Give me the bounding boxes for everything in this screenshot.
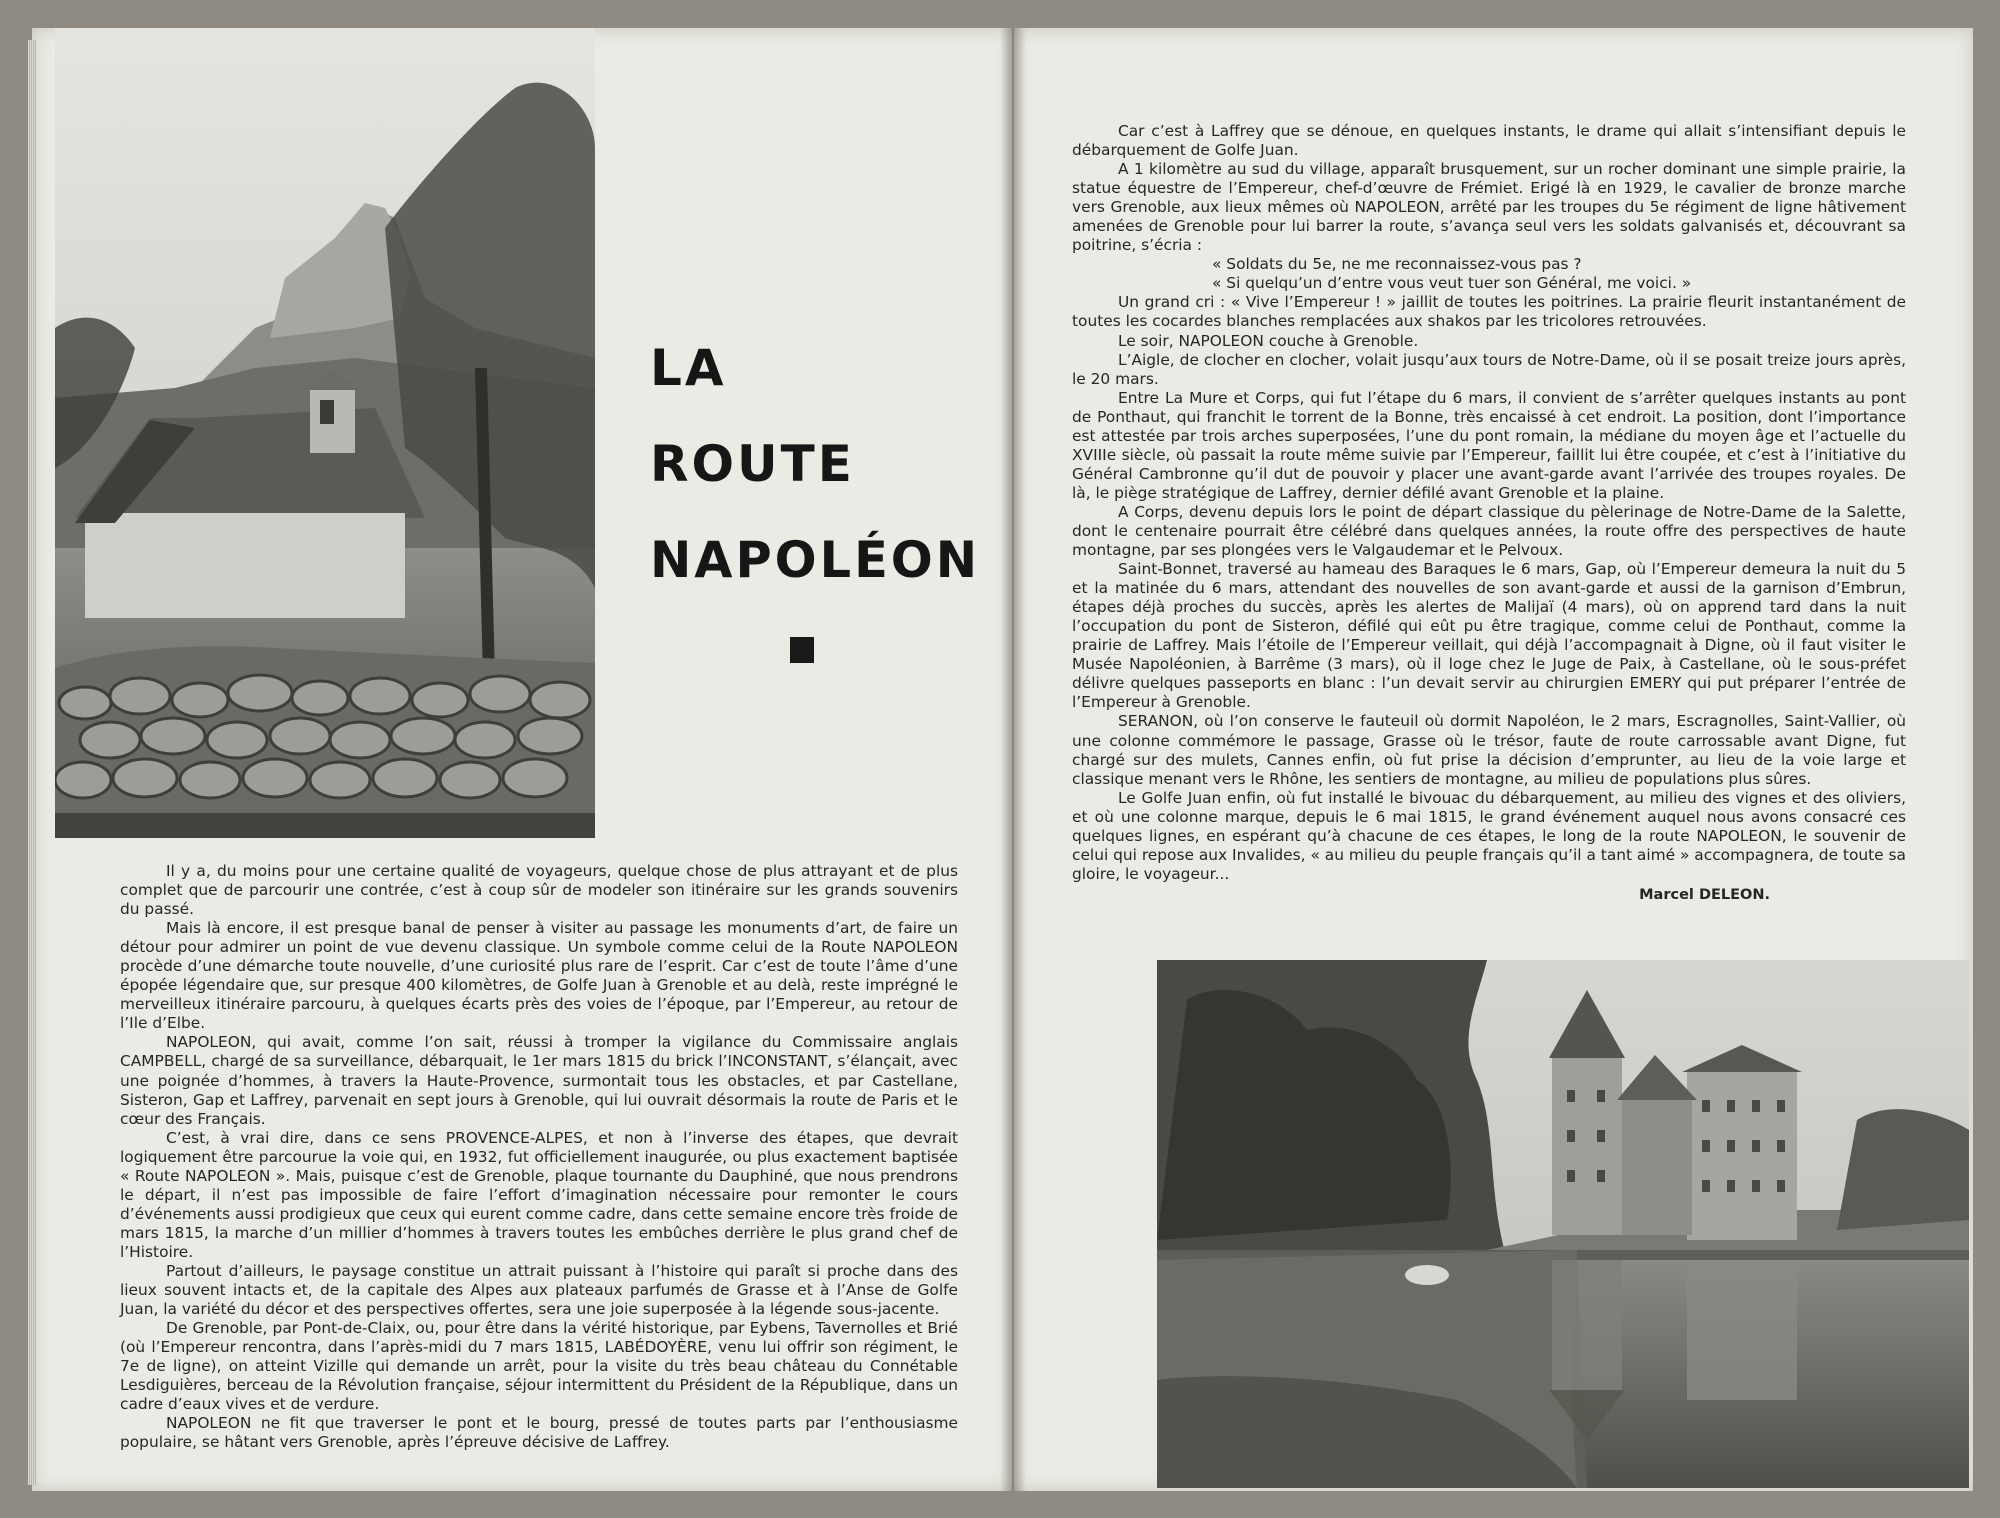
right-page-text: [1072, 122, 1906, 905]
paragraph: Mais là encore, il est presque banal de penser à visiter au passage les monuments d’art, de faire un détour pour admirer un point de vue devenu classique. Un symbole comme celui de la Route NAPOLEON procède d’une démarche toute nouvelle, d’une curiosité plus rare de l’esprit. Car c’est de toute l’âme d’une épopée légendaire que, sur presque 400 kilomètres, de Golfe Juan à Grenoble et au delà, reste imprégné le merveilleux itinéraire parcouru, à quelques écarts près des voies de l’époque, par l’Empereur, au retour de l’Ile d’Elbe.: [120, 919, 958, 1033]
title-line-2: ROUTE: [650, 435, 855, 493]
paragraph: NAPOLEON ne fit que traverser le pont et le bourg, pressé de toutes parts par l’enthousiasme populaire, se hâtant vers Grenoble, après l’épreuve décisive de Laffrey.: [120, 1414, 958, 1452]
decorative-square: [790, 637, 814, 663]
paragraph: NAPOLEON, qui avait, comme l’on sait, réussi à tromper la vigilance du Commissaire anglais CAMPBELL, chargé de sa surveillance, débarquait, le 1er mars 1815 du brick l’INCONSTANT, s’élançait, avec une poignée d’hommes, à travers la Haute-Provence, surmontait tous les obstacles, et par Castellane, Sisteron, Gap et Laffrey, parvenait en sept jours à Grenoble, qui lui ouvrait désormais la route de Paris et le cœur des Français.: [120, 1033, 958, 1128]
paragraph: Partout d’ailleurs, le paysage constitue un attrait puissant à l’histoire qui paraît si proche dans des lieux souvent intacts et, de la capitale des Alpes aux plateaux parfumés de Grasse et à l’Anse de Golfe Juan, la variété du décor et des perspectives offertes, sera une joie superposée à la légende sous-jacente.: [120, 1261, 958, 1319]
paragraph: Il y a, du moins pour une certaine qualité de voyageurs, quelque chose de plus attrayant et de plus complet que de parcourir une contrée, c’est à coup sûr de modeler son itinéraire sur les grands souvenirs du passé.: [120, 862, 958, 919]
center-fold: [1000, 28, 1026, 1491]
chapel-and-mountain-photo: [55, 28, 595, 838]
paragraph: SERANON, où l’on conserve le fauteuil où dormit Napoléon, le 2 mars, Escragnolles, Saint-Vallier, où une colonne commémore le passage, Grasse où le trésor, faute de route carrossable avant Digne, fut chargé sur des mulets, Cannes enfin, où fut prise la décision d’emprunter, au lieu de la voie large et classique menant vers le Rhône, les sentiers de montagne, au milieu de populations plus sûres.: [1072, 712, 1906, 788]
paragraph: Le Golfe Juan enfin, où fut installé le bivouac du débarquement, au milieu des vignes et des oliviers, et où une colonne marque, depuis le 6 mai 1815, le grand événement auquel nous avons consacré ces quelques lignes, en espérant qu’à chacune de ces étapes, le long de la route NAPOLEON, le souvenir de celui qui repose aux Invalides, « au milieu du peuple français qu’il a tant aimé » accompagnera, de toute sa gloire, le voyageur...: [1072, 788, 1906, 883]
paragraph: Car c’est à Laffrey que se dénoue, en quelques instants, le drame qui allait s’intensifiant depuis le débarquement de Golfe Juan.: [1072, 122, 1906, 160]
chateau-de-vizille-photo: [1157, 960, 1969, 1488]
author-signature: Marcel DELEON.: [1639, 886, 1770, 903]
paragraph: L’Aigle, de clocher en clocher, volait jusqu’aux tours de Notre-Dame, où il se posait treize jours après, le 20 mars.: [1072, 350, 1906, 388]
paragraph: A 1 kilomètre au sud du village, apparaît brusquement, sur un rocher dominant une simple prairie, la statue équestre de l’Empereur, chef-d’œuvre de Frémiet. Erigé là en 1929, le cavalier de bronze marche vers Grenoble, aux lieux mêmes où NAPOLEON, arrêté par les troupes du 5e régiment de ligne hâtivement amenées de Grenoble pour lui barrer la route, s’avança seul vers les soldats galvanisés et, découvrant sa poitrine, s’écria :: [1072, 160, 1906, 255]
paragraph: C’est, à vrai dire, dans ce sens PROVENCE-ALPES, et non à l’inverse des étapes, que devrait logiquement être parcourue la voie qui, en 1932, fut officiellement inaugurée, ou plus exactement baptisée « Route NAPOLEON ». Mais, puisque c’est de Grenoble, plaque tournante du Dauphiné, que nous prendrons le départ, il n’est pas impossible de faire l’effort d’imagination nécessaire pour remonter le cours d’événements aussi prodigieux que ceux qui eurent comme cadre, dans cette semaine encore très froide de mars 1815, la marche d’un millier d’hommes à travers toutes les embûches derrière le plus grand chef de l’Histoire.: [120, 1128, 958, 1261]
paragraph: Le soir, NAPOLEON couche à Grenoble.: [1118, 331, 1419, 350]
paragraph: De Grenoble, par Pont-de-Claix, ou, pour être dans la vérité historique, par Eybens, Tavernolles et Brié (où l’Empereur rencontra, dans l’après-midi du 7 mars 1815, LABÉDOYÈRE, venu lui offrir son régiment, le 7e de ligne), on atteint Vizille qui demande un arrêt, pour la visite du très beau château du Connétable Lesdiguières, berceau de la Révolution française, séjour intermittent du Président de la République, dans un cadre d’eaux vives et de verdure.: [120, 1319, 958, 1414]
paragraph: Un grand cri : « Vive l’Empereur ! » jaillit de toutes les poitrines. La prairie fleurit instantanément de toutes les cocardes blanches remplacées aux shakos par les tricolores retrouvées.: [1072, 293, 1906, 331]
paragraph: Entre La Mure et Corps, qui fut l’étape du 6 mars, il convient de s’arrêter quelques instants au pont de Ponthaut, qui franchit le torrent de la Bonne, très encaissé à cet endroit. La position, dont l’importance est attestée par trois arches superposées, l’une du pont romain, la médiane du moyen âge et l’actuelle du XVIIIe siècle, où passait la route même suivie par l’Empereur, faillit lui être coupée, et c’est à l’initiative du Général Cambronne qu’il dut de pouvoir y placer une avant-garde avant l’arrivée des troupes royales. De là, le piège stratégique de Laffrey, dernier défilé avant Grenoble et la plaine.: [1072, 388, 1906, 502]
title-line-3: NAPOLÉON: [650, 531, 981, 589]
paragraph: Saint-Bonnet, traversé au hameau des Baraques le 6 mars, Gap, où l’Empereur demeura la nuit du 5 et la matinée du 6 mars, attendant des nouvelles de son avant-garde et aussi de la garnison d’Embrun, étapes déjà proches du succès, après les alertes de Malijaï (4 mars), où on apprend tard dans la nuit l’occupation du pont de Sisteron, défilé qui eût pu être tragique, comme celui de Ponthaut, comme la prairie de Laffrey. Mais l’étoile de l’Empereur veillait, qui déjà l’accompagnait à Digne, où il faut visiter le Musée Napoléonien, à Barrême (3 mars), où il loge chez le Juge de Paix, à Castellane, où le sous-préfet délivre quelques passeports en blanc : l’un devait servir au chirurgien EMERY qui put préparer l’entrée de l’Empereur à Grenoble.: [1072, 560, 1906, 712]
paragraph: A Corps, devenu depuis lors le point de départ classique du pèlerinage de Notre-Dame de la Salette, dont le centenaire pourrait être célébré dans quelques années, la route offre des perspectives de haute montagne, par ses plongées vers le Valgaudemar et le Pelvoux.: [1072, 502, 1906, 560]
page-edges: [28, 40, 36, 1485]
quote-line: « Soldats du 5e, ne me reconnaissez-vous pas ?: [1212, 255, 1582, 274]
title-line-1: LA: [650, 339, 727, 397]
quote-line: « Si quelqu’un d’entre vous veut tuer son Général, me voici. »: [1212, 274, 1692, 293]
left-page-text: [120, 862, 958, 1452]
